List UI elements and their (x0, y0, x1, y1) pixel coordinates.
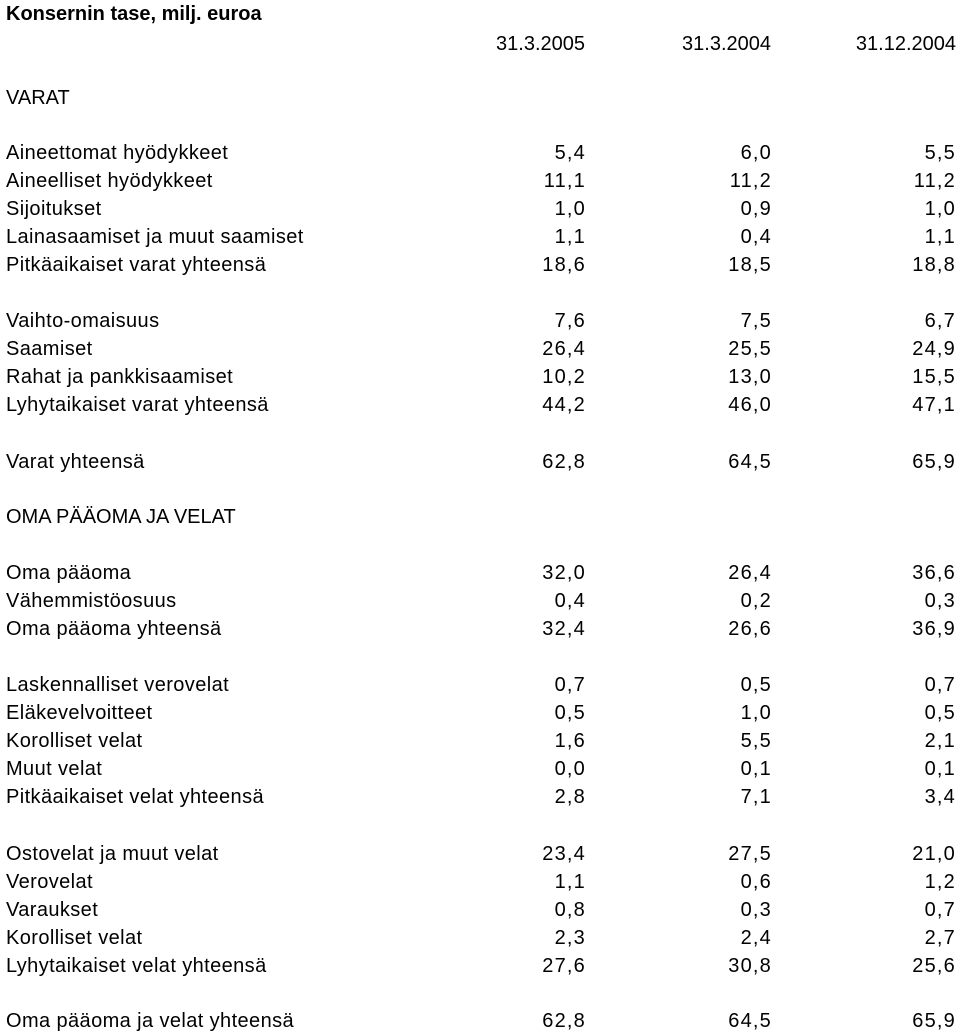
cell-31-3-2005: 18,6 (542, 254, 586, 276)
cell-31-3-2004: 26,4 (728, 562, 772, 584)
column-header-31-12-2004: 31.12.2004 (855, 33, 956, 55)
cell-31-3-2005: 11,1 (543, 170, 586, 192)
cell-31-3-2004: 30,8 (728, 955, 772, 977)
cell-31-3-2004: 0,2 (740, 590, 772, 612)
row-label: Verovelat (6, 871, 93, 893)
cell-31-3-2005: 1,0 (554, 198, 586, 220)
cell-31-12-2004: 1,2 (924, 871, 956, 893)
row-label: Lainasaamiset ja muut saamiset (6, 226, 304, 248)
cell-31-3-2005: 27,6 (542, 955, 586, 977)
row-label: Aineettomat hyödykkeet (6, 142, 229, 164)
table-row-subtotal (0, 952, 960, 980)
cell-31-12-2004: 47,1 (912, 394, 956, 416)
cell-31-3-2005: 1,1 (554, 871, 586, 893)
cell-31-3-2005: 0,7 (554, 674, 586, 696)
page-title: Konsernin tase, milj. euroa (6, 3, 262, 25)
section-heading-assets: VARAT (6, 87, 70, 109)
table-row (0, 840, 960, 868)
table-row (0, 587, 960, 615)
cell-31-12-2004: 0,7 (924, 899, 956, 921)
table-row (0, 727, 960, 755)
table-row (0, 755, 960, 783)
cell-31-3-2004: 1,0 (740, 702, 772, 724)
cell-31-3-2005: 32,4 (542, 618, 586, 640)
cell-31-3-2005: 62,8 (542, 1010, 586, 1032)
table-row (0, 671, 960, 699)
cell-31-3-2004: 46,0 (728, 394, 772, 416)
row-label: Muut velat (6, 758, 103, 780)
table-row-subtotal (0, 391, 960, 419)
cell-31-12-2004: 65,9 (912, 1010, 956, 1032)
cell-31-3-2005: 1,6 (554, 730, 586, 752)
cell-31-3-2004: 11,2 (729, 170, 772, 192)
row-label: Laskennalliset verovelat (6, 674, 230, 696)
cell-31-3-2004: 0,3 (740, 899, 772, 921)
cell-31-3-2004: 0,5 (740, 674, 772, 696)
cell-31-3-2004: 7,1 (740, 786, 772, 808)
cell-31-12-2004: 0,5 (924, 702, 956, 724)
table-row (0, 335, 960, 363)
table-row (0, 195, 960, 223)
cell-31-3-2004: 18,5 (728, 254, 772, 276)
cell-31-12-2004: 25,6 (912, 955, 956, 977)
section-heading-equity-liabilities: OMA PÄÄOMA JA VELAT (6, 506, 236, 528)
row-label: Korolliset velat (6, 730, 143, 752)
table-row (0, 868, 960, 896)
row-label: Lyhytaikaiset varat yhteensä (6, 394, 269, 416)
cell-31-3-2004: 5,5 (740, 730, 772, 752)
cell-31-12-2004: 15,5 (912, 366, 956, 388)
column-header-31-3-2004: 31.3.2004 (682, 33, 771, 55)
cell-31-3-2005: 0,0 (554, 758, 586, 780)
cell-31-12-2004: 18,8 (912, 254, 956, 276)
cell-31-12-2004: 6,7 (924, 310, 956, 332)
cell-31-3-2005: 26,4 (542, 338, 586, 360)
cell-31-3-2005: 2,3 (554, 927, 586, 949)
cell-31-12-2004: 0,7 (924, 674, 956, 696)
cell-31-3-2005: 62,8 (542, 451, 586, 473)
row-label: Vähemmistöosuus (6, 590, 177, 612)
cell-31-12-2004: 3,4 (924, 786, 956, 808)
cell-31-12-2004: 1,0 (924, 198, 956, 220)
row-label: Pitkäaikaiset varat yhteensä (6, 254, 267, 276)
cell-31-12-2004: 36,9 (912, 618, 956, 640)
cell-31-3-2004: 0,6 (740, 871, 772, 893)
cell-31-3-2004: 26,6 (728, 618, 772, 640)
cell-31-3-2005: 0,8 (554, 899, 586, 921)
cell-31-12-2004: 2,7 (924, 927, 956, 949)
row-label: Aineelliset hyödykkeet (6, 170, 213, 192)
table-row (0, 223, 960, 251)
table-row (0, 559, 960, 587)
cell-31-3-2004: 0,4 (740, 226, 772, 248)
cell-31-12-2004: 1,1 (924, 226, 956, 248)
table-row (0, 924, 960, 952)
cell-31-3-2005: 5,4 (554, 142, 586, 164)
row-label: Oma pääoma ja velat yhteensä (6, 1010, 295, 1032)
cell-31-12-2004: 11,2 (913, 170, 956, 192)
row-label: Eläkevelvoitteet (6, 702, 153, 724)
cell-31-3-2004: 0,9 (740, 198, 772, 220)
table-row-total (0, 448, 960, 476)
cell-31-3-2004: 64,5 (728, 451, 772, 473)
row-label: Oma pääoma yhteensä (6, 618, 222, 640)
cell-31-3-2004: 2,4 (740, 927, 772, 949)
cell-31-3-2004: 13,0 (728, 366, 772, 388)
cell-31-3-2004: 27,5 (728, 843, 772, 865)
cell-31-3-2005: 2,8 (554, 786, 586, 808)
cell-31-3-2005: 1,1 (554, 226, 586, 248)
table-row (0, 167, 960, 195)
cell-31-3-2004: 6,0 (740, 142, 772, 164)
cell-31-3-2004: 64,5 (728, 1010, 772, 1032)
cell-31-12-2004: 2,1 (924, 730, 956, 752)
cell-31-12-2004: 5,5 (924, 142, 956, 164)
table-row (0, 896, 960, 924)
row-label: Sijoitukset (6, 198, 102, 220)
table-row (0, 363, 960, 391)
cell-31-3-2005: 0,4 (554, 590, 586, 612)
table-row (0, 139, 960, 167)
cell-31-3-2005: 10,2 (542, 366, 586, 388)
cell-31-3-2004: 25,5 (728, 338, 772, 360)
cell-31-3-2005: 44,2 (542, 394, 586, 416)
row-label: Oma pääoma (6, 562, 132, 584)
table-row (0, 307, 960, 335)
row-label: Vaihto-omaisuus (6, 310, 160, 332)
cell-31-3-2005: 32,0 (542, 562, 586, 584)
cell-31-12-2004: 0,3 (924, 590, 956, 612)
table-row-subtotal (0, 783, 960, 811)
table-row-subtotal (0, 615, 960, 643)
row-label: Rahat ja pankkisaamiset (6, 366, 234, 388)
cell-31-12-2004: 21,0 (912, 843, 956, 865)
cell-31-12-2004: 65,9 (912, 451, 956, 473)
table-row-subtotal (0, 251, 960, 279)
row-label: Korolliset velat (6, 927, 143, 949)
cell-31-3-2004: 0,1 (740, 758, 772, 780)
cell-31-3-2005: 7,6 (554, 310, 586, 332)
table-row-total (0, 1007, 960, 1035)
row-label: Ostovelat ja muut velat (6, 843, 219, 865)
row-label: Varaukset (6, 899, 99, 921)
row-label: Saamiset (6, 338, 93, 360)
cell-31-12-2004: 24,9 (912, 338, 956, 360)
column-header-31-3-2005: 31.3.2005 (496, 33, 585, 55)
cell-31-3-2004: 7,5 (740, 310, 772, 332)
cell-31-12-2004: 36,6 (912, 562, 956, 584)
cell-31-12-2004: 0,1 (924, 758, 956, 780)
cell-31-3-2005: 23,4 (542, 843, 586, 865)
row-label: Lyhytaikaiset velat yhteensä (6, 955, 267, 977)
row-label: Pitkäaikaiset velat yhteensä (6, 786, 265, 808)
table-row (0, 699, 960, 727)
cell-31-3-2005: 0,5 (554, 702, 586, 724)
row-label: Varat yhteensä (6, 451, 145, 473)
